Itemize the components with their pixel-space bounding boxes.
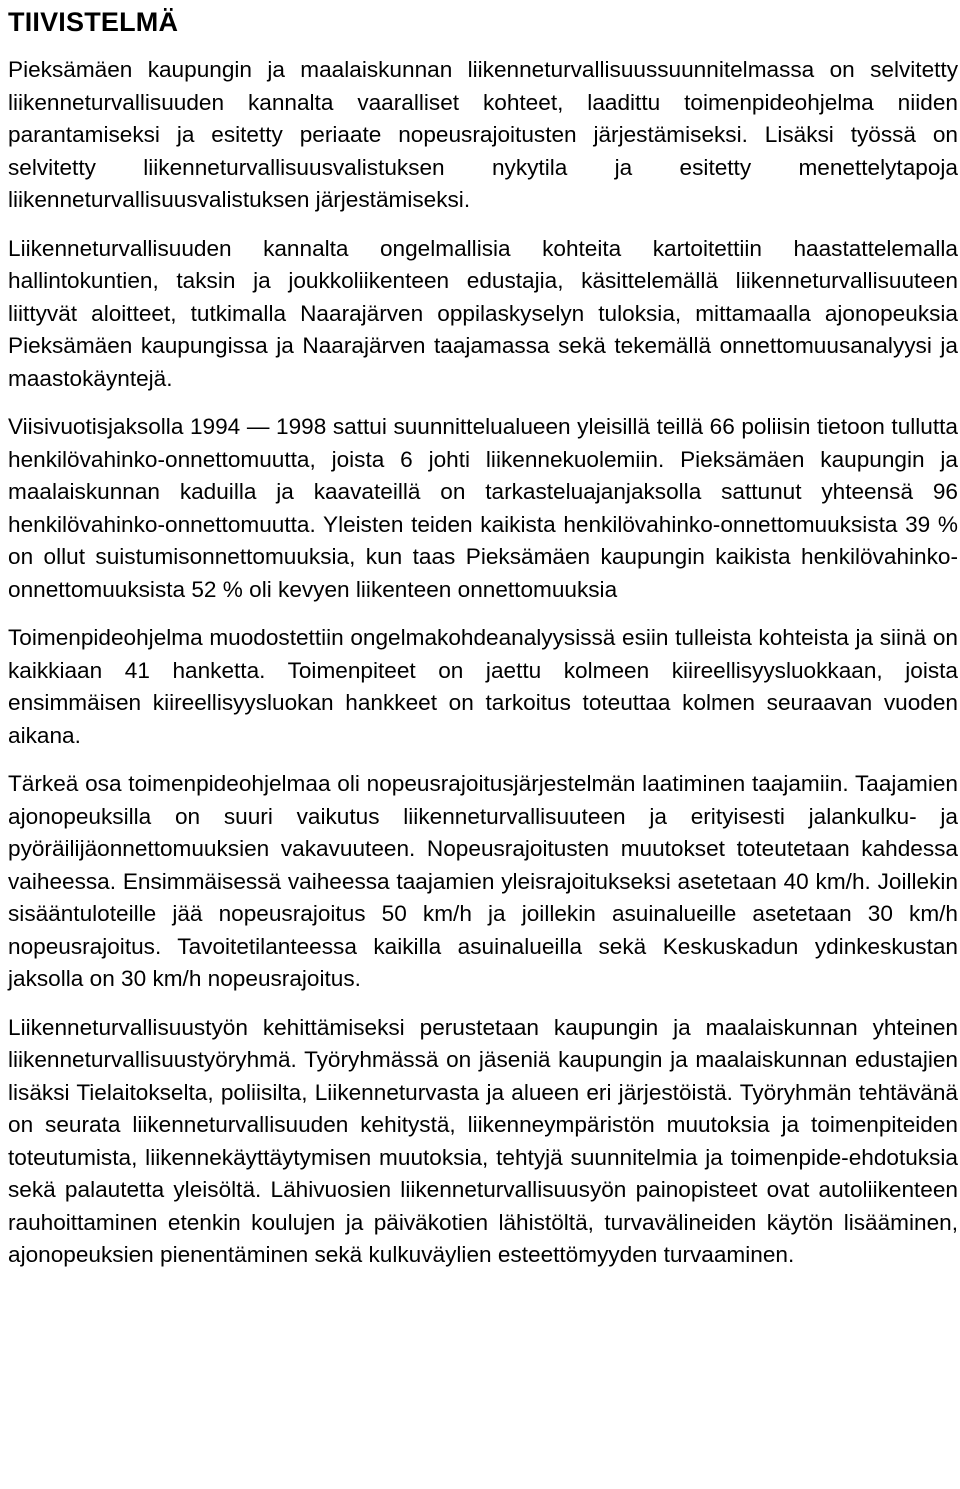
summary-paragraph-3: Viisivuotisjaksolla 1994 — 1998 sattui suunnittelualueen yleisillä teillä 66 poliisin tietoon tullutta henkilövahinko-onnettomuutta, joista 6 johti liikennekuolemiin. Pieksämäen kaupungin ja maalaiskunnan kaduilla ja kaavateillä on tarkasteluajanjaksolla sattunut yhteensä 96 henkilövahinko-onnettomuutta. Yleisten teiden kaikista henkilövahinko-onnettomuuksista 39 % on ollut suistumisonnettomuuksia, kun taas Pieksämäen kaupungin kaikista henkilövahinko-onnettomuuksista 52 % oli kevyen liikenteen onnettomuuksia [8, 414, 958, 602]
summary-paragraph-4: Toimenpideohjelma muodostettiin ongelmakohdeanalyysissä esiin tulleista kohteista ja siinä on kaikkiaan 41 hanketta. Toimenpiteet on jaettu kolmeen kiireellisyysluokkaan, joista ensimmäisen kiireellisyysluokan hankkeet on tarkoitus toteuttaa kolmen seuraavan vuoden aikana. [8, 625, 958, 748]
summary-paragraph-2: Liikenneturvallisuuden kannalta ongelmallisia kohteita kartoitettiin haastattelemalla hallintokuntien, taksin ja joukkoliikenteen edustajia, käsittelemällä liikenneturvallisuuteen liittyvät aloitteet, tutkimalla Naarajärven oppilaskyselyn tuloksia, mittamaalla ajonopeuksia Pieksämäen kaupungissa ja Naarajärven taajamassa sekä tekemällä onnettomuusanalyysi ja maastokäyntejä. [8, 235, 958, 391]
summary-paragraph-5: Tärkeä osa toimenpideohjelmaa oli nopeusrajoitusjärjestelmän laatiminen taajamiin. Taajamien ajonopeuksilla on suuri vaikutus liikenneturvallisuuteen ja erityisesti jalankulku- ja pyöräilijäonnettomuuksien vakavuuteen. Nopeusrajoitusten muutokset toteutetaan kahdessa vaiheessa. Ensimmäisessä vaiheessa taajamien yleisrajoitukseksi asetetaan 40 km/h. Joillekin sisääntuloteille jää nopeusrajoitus 50 km/h ja joillekin asuinalueille asetetaan 30 km/h nopeusrajoitus. Tavoitetilanteessa kaikilla asuinalueilla sekä Keskuskadun ydinkeskustan jaksolla on 30 km/h nopeusrajoitus. [8, 771, 958, 991]
page-title: TIIVISTELMÄ [8, 7, 179, 37]
summary-paragraph-6: Liikenneturvallisuustyön kehittämiseksi perustetaan kaupungin ja maalaiskunnan yhteinen liikenneturvallisuustyöryhmä. Työryhmässä on jäseniä kaupungin ja maalaiskunnan edustajien lisäksi Tielaitokselta, poliisilta, Liikenneturvasta ja alueen eri järjestöistä. Työryhmän tehtävänä on seurata liikenneturvallisuuden kehitystä, liikenneympäristön muutoksia ja toimenpiteiden toteutumista, liikennekäyttäytymisen muutoksia, tehtyjä suunnitelmia ja toimenpide-ehdotuksia sekä palautetta yleisöltä. Lähivuosien liikenneturvallisuusyön painopisteet ovat autoliikenteen rauhoittaminen etenkin koulujen ja päiväkotien lähistöltä, turvavälineiden käytön lisääminen, ajonopeuksien pienentäminen sekä kulkuväylien esteettömyyden turvaaminen. [8, 1014, 958, 1267]
summary-paragraph-1: Pieksämäen kaupungin ja maalaiskunnan liikenneturvallisuussuunnitelmassa on selvitetty liikenneturvallisuuden kannalta vaaralliset kohteet, laadittu toimenpideohjelma niiden parantamiseksi ja esitetty periaate nopeusrajoitusten järjestämiseksi. Lisäksi työssä on selvitetty liikenneturvallisuusvalistuksen nykytila ja esitetty menettelytapoja liikenneturvallisuusvalistuksen järjestämiseksi. [8, 57, 958, 212]
